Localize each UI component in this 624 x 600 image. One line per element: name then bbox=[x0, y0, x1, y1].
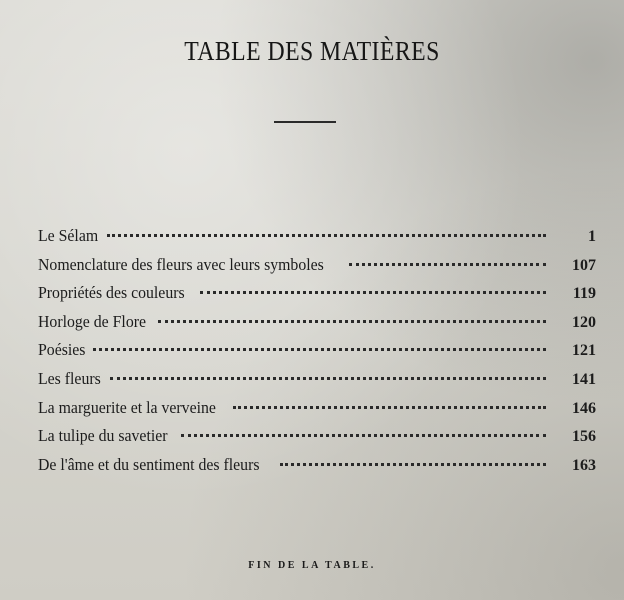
toc-entry-title: Le Sélam bbox=[38, 226, 99, 245]
toc-page-number: 146 bbox=[572, 399, 596, 417]
toc-entry bbox=[38, 365, 596, 394]
toc-dot-leader bbox=[233, 406, 546, 409]
toc-entry bbox=[38, 336, 596, 365]
toc-entry-title: De l'âme et du sentiment des fleurs bbox=[38, 454, 260, 474]
toc-entry-title: Nomenclature des fleurs avec leurs symboles bbox=[38, 254, 324, 274]
toc-entry-title: Propriétés des couleurs bbox=[38, 283, 185, 303]
toc-page-number: 156 bbox=[572, 428, 596, 446]
toc-entry-title: La marguerite et la verveine bbox=[38, 397, 216, 417]
title-ornament-rule bbox=[274, 121, 336, 123]
toc-entry bbox=[38, 279, 596, 308]
toc-entry-title: Horloge de Flore bbox=[38, 311, 147, 331]
toc-entry bbox=[38, 222, 596, 251]
toc-page-number: 121 bbox=[572, 342, 596, 360]
toc-entry bbox=[38, 394, 596, 423]
toc-dot-leader bbox=[200, 291, 546, 294]
toc-page-number: 1 bbox=[588, 228, 596, 245]
toc-dot-leader bbox=[110, 377, 546, 380]
toc-page-number: 163 bbox=[572, 456, 596, 474]
toc-dot-leader bbox=[107, 234, 546, 237]
table-of-contents bbox=[38, 222, 596, 479]
toc-page-number: 141 bbox=[572, 370, 596, 388]
toc-dot-leader bbox=[158, 320, 546, 323]
toc-page-number: 119 bbox=[572, 285, 596, 303]
toc-entry bbox=[38, 451, 596, 480]
toc-page-number: 120 bbox=[572, 313, 596, 331]
toc-entry bbox=[38, 308, 596, 337]
page-title: TABLE DES MATIÈRES bbox=[184, 36, 440, 66]
toc-entry bbox=[38, 251, 596, 280]
toc-dot-leader bbox=[349, 263, 546, 266]
toc-entry bbox=[38, 422, 596, 451]
toc-dot-leader bbox=[181, 434, 546, 437]
toc-entry-title: Les fleurs bbox=[38, 368, 101, 388]
toc-entry-title: La tulipe du savetier bbox=[38, 426, 168, 446]
toc-page-number: 107 bbox=[572, 256, 596, 274]
toc-dot-leader bbox=[93, 348, 546, 351]
end-of-table-note: FIN DE LA TABLE. bbox=[248, 560, 376, 571]
toc-dot-leader bbox=[280, 463, 546, 466]
toc-entry-title: Poésies bbox=[38, 340, 86, 360]
